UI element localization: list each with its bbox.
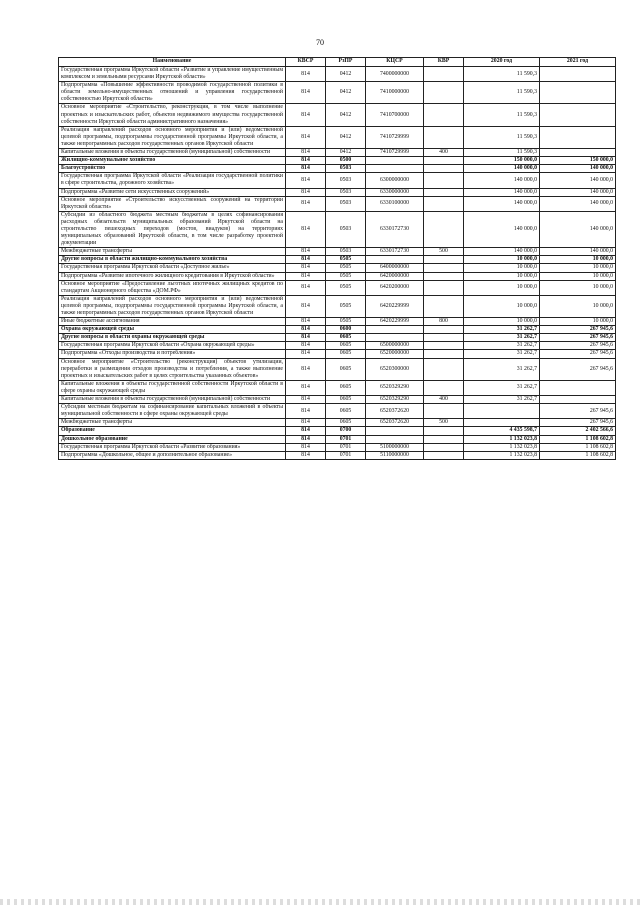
cell-name: Другие вопросы в области охраны окружающей среды (59, 334, 286, 342)
cell-kvsr: 814 (286, 451, 326, 459)
cell-rzpr: 0412 (326, 104, 366, 126)
cell-y2021: 1 108 602,8 (540, 443, 616, 451)
cell-kvr: 500 (424, 419, 464, 427)
cell-y2020: 10 000,0 (464, 256, 540, 264)
cell-kcsr: 5100000000 (366, 443, 424, 451)
cell-rzpr: 0701 (326, 451, 366, 459)
cell-rzpr: 0503 (326, 165, 366, 173)
cell-kvr (424, 451, 464, 459)
cell-name: Благоустройство (59, 165, 286, 173)
cell-rzpr: 0412 (326, 149, 366, 157)
cell-kcsr: 7410000000 (366, 82, 424, 104)
cell-y2021 (540, 149, 616, 157)
cell-y2021 (540, 126, 616, 148)
cell-y2020: 31 262,7 (464, 396, 540, 404)
header-kvsr: КВСР (286, 58, 326, 67)
cell-kvr (424, 67, 464, 82)
cell-kvsr: 814 (286, 358, 326, 380)
cell-kvr (424, 435, 464, 443)
cell-kcsr: 6520000000 (366, 350, 424, 358)
cell-kvsr: 814 (286, 443, 326, 451)
cell-kcsr: 6420229999 (366, 295, 424, 317)
cell-name: Подпрограмма «Развитие ипотечного жилищного кредитования в Иркутской области» (59, 272, 286, 280)
cell-y2021: 267 945,6 (540, 350, 616, 358)
header-rzpr: РзПР (326, 58, 366, 67)
cell-name: Капитальные вложения в объекты государственной собственности Иркутской области в сфере охраны окружающей среды (59, 380, 286, 395)
cell-name: Образование (59, 427, 286, 435)
table-row (59, 272, 616, 280)
cell-name: Межбюджетные трансферты (59, 419, 286, 427)
cell-kvr (424, 211, 464, 247)
cell-kvr (424, 82, 464, 104)
cell-y2021: 140 000,0 (540, 165, 616, 173)
cell-kvsr: 814 (286, 342, 326, 350)
cell-y2021: 267 945,6 (540, 404, 616, 419)
cell-name: Государственная программа Иркутской области «Реализация государственной политики в сфере строительства, дорожного хозяйства» (59, 173, 286, 188)
cell-rzpr: 0700 (326, 427, 366, 435)
table-row (59, 380, 616, 395)
cell-y2021: 10 000,0 (540, 256, 616, 264)
cell-kvsr: 814 (286, 380, 326, 395)
cell-y2020: 4 435 598,7 (464, 427, 540, 435)
cell-name: Подпрограмма «Развитие сети искусственных сооружений» (59, 188, 286, 196)
cell-kvsr: 814 (286, 67, 326, 82)
cell-y2020 (464, 404, 540, 419)
cell-name: Подпрограмма «Дошкольное, общее и дополнительное образование» (59, 451, 286, 459)
budget-table (58, 57, 616, 460)
header-kvr: КВР (424, 58, 464, 67)
cell-rzpr: 0505 (326, 318, 366, 326)
cell-rzpr: 0505 (326, 280, 366, 295)
header-2020: 2020 год (464, 58, 540, 67)
cell-kcsr (366, 427, 424, 435)
cell-kvr (424, 104, 464, 126)
cell-kvr (424, 173, 464, 188)
cell-y2020: 11 590,3 (464, 126, 540, 148)
cell-kvsr: 814 (286, 188, 326, 196)
cell-kvsr: 814 (286, 104, 326, 126)
cell-kvr (424, 126, 464, 148)
cell-y2021: 267 945,6 (540, 326, 616, 334)
table-row (59, 350, 616, 358)
table-row (59, 443, 616, 451)
table-row (59, 280, 616, 295)
cell-y2021: 267 945,6 (540, 342, 616, 350)
cell-kvsr: 814 (286, 396, 326, 404)
cell-y2020: 10 000,0 (464, 272, 540, 280)
cell-kvsr: 814 (286, 82, 326, 104)
cell-rzpr: 0412 (326, 82, 366, 104)
cell-kvr (424, 334, 464, 342)
cell-y2021: 267 945,6 (540, 334, 616, 342)
table-row (59, 82, 616, 104)
cell-rzpr: 0503 (326, 211, 366, 247)
cell-rzpr: 0503 (326, 196, 366, 211)
cell-rzpr: 0505 (326, 272, 366, 280)
cell-name: Межбюджетные трансферты (59, 248, 286, 256)
table-row (59, 419, 616, 427)
cell-rzpr: 0503 (326, 188, 366, 196)
cell-y2021: 10 000,0 (540, 264, 616, 272)
cell-kcsr: 6300000000 (366, 173, 424, 188)
cell-y2020: 11 590,3 (464, 104, 540, 126)
cell-rzpr: 0412 (326, 67, 366, 82)
cell-kvr (424, 380, 464, 395)
cell-kvr: 800 (424, 318, 464, 326)
table-row (59, 157, 616, 165)
cell-y2021 (540, 104, 616, 126)
table-row (59, 342, 616, 350)
cell-rzpr: 0701 (326, 443, 366, 451)
cell-kvsr: 814 (286, 211, 326, 247)
cell-name: Жилищно-коммунальное хозяйство (59, 157, 286, 165)
cell-name: Государственная программа Иркутской области «Доступное жилье» (59, 264, 286, 272)
table-row (59, 435, 616, 443)
cell-y2021: 140 000,0 (540, 173, 616, 188)
cell-kcsr (366, 435, 424, 443)
cell-kvsr: 814 (286, 264, 326, 272)
cell-rzpr: 0503 (326, 248, 366, 256)
cell-kcsr: 6420200000 (366, 280, 424, 295)
cell-name: Другие вопросы в области жилищно-коммунального хозяйства (59, 256, 286, 264)
cell-kvsr: 814 (286, 149, 326, 157)
cell-kcsr (366, 256, 424, 264)
cell-y2021 (540, 396, 616, 404)
cell-kcsr: 6330172730 (366, 248, 424, 256)
cell-name: Государственная программа Иркутской области «Охрана окружающей среды» (59, 342, 286, 350)
cell-kvr (424, 350, 464, 358)
cell-kvr (424, 427, 464, 435)
table-row (59, 188, 616, 196)
cell-kcsr: 6420000000 (366, 272, 424, 280)
cell-y2020: 31 262,7 (464, 342, 540, 350)
cell-y2020: 140 000,0 (464, 188, 540, 196)
cell-kcsr: 7410729999 (366, 149, 424, 157)
cell-kvsr: 814 (286, 318, 326, 326)
cell-name: Государственная программа Иркутской области «Развитие и управление имущественным комплексом и земельными ресурсами Иркутской области» (59, 67, 286, 82)
cell-kvr (424, 272, 464, 280)
cell-y2020: 140 000,0 (464, 196, 540, 211)
cell-rzpr: 0605 (326, 396, 366, 404)
cell-y2020: 31 262,7 (464, 334, 540, 342)
cell-y2021: 267 945,6 (540, 358, 616, 380)
cell-kvr (424, 326, 464, 334)
table-row (59, 67, 616, 82)
cell-name: Капитальные вложения в объекты государственной (муниципальной) собственности (59, 149, 286, 157)
cell-rzpr: 0701 (326, 435, 366, 443)
cell-kcsr: 7410729999 (366, 126, 424, 148)
cell-kvr (424, 280, 464, 295)
table-row (59, 334, 616, 342)
cell-y2021: 2 402 566,6 (540, 427, 616, 435)
cell-kcsr: 6500000000 (366, 342, 424, 350)
cell-kcsr: 6520372620 (366, 419, 424, 427)
cell-kvsr: 814 (286, 165, 326, 173)
cell-kvsr: 814 (286, 280, 326, 295)
cell-kcsr (366, 165, 424, 173)
cell-y2021: 140 000,0 (540, 196, 616, 211)
cell-rzpr: 0605 (326, 350, 366, 358)
cell-kcsr (366, 334, 424, 342)
cell-y2021: 140 000,0 (540, 188, 616, 196)
cell-y2020: 10 000,0 (464, 264, 540, 272)
cell-y2020: 31 262,7 (464, 358, 540, 380)
table-row (59, 196, 616, 211)
cell-kvr (424, 404, 464, 419)
cell-y2021 (540, 67, 616, 82)
cell-y2020: 10 000,0 (464, 295, 540, 317)
cell-kcsr: 7410700000 (366, 104, 424, 126)
cell-kvr (424, 358, 464, 380)
cell-y2020: 140 000,0 (464, 173, 540, 188)
cell-y2020: 10 000,0 (464, 318, 540, 326)
cell-y2020: 150 000,0 (464, 157, 540, 165)
cell-kvr: 500 (424, 248, 464, 256)
cell-kvr (424, 264, 464, 272)
cell-y2021: 10 000,0 (540, 272, 616, 280)
cell-kcsr: 5110000000 (366, 451, 424, 459)
cell-y2020 (464, 419, 540, 427)
cell-y2021: 140 000,0 (540, 248, 616, 256)
cell-name: Реализация направлений расходов основного мероприятия и (или) ведомственной целевой программы, подпрограммы государственной программы Иркутской области, а также непрограммных расходов государственных органов Иркутской области (59, 126, 286, 148)
table-row (59, 326, 616, 334)
cell-kvr: 400 (424, 149, 464, 157)
cell-kvsr: 814 (286, 419, 326, 427)
cell-name: Подпрограмма «Повышение эффективности проводимой государственной политики в области земельно-имущественных отношений и управления государственной собственностью Иркутской области» (59, 82, 286, 104)
cell-y2020: 1 132 023,8 (464, 451, 540, 459)
cell-y2021: 1 108 602,8 (540, 435, 616, 443)
table-row (59, 264, 616, 272)
cell-rzpr: 0605 (326, 342, 366, 350)
table-body (59, 67, 616, 460)
cell-kvr (424, 443, 464, 451)
table-row (59, 248, 616, 256)
table-row (59, 396, 616, 404)
cell-y2020: 10 000,0 (464, 280, 540, 295)
cell-y2021: 10 000,0 (540, 295, 616, 317)
cell-kvr (424, 295, 464, 317)
cell-kvsr: 814 (286, 248, 326, 256)
cell-y2020: 11 590,3 (464, 149, 540, 157)
scan-edge-strip (0, 899, 640, 905)
cell-rzpr: 0605 (326, 358, 366, 380)
cell-y2020: 1 132 023,8 (464, 435, 540, 443)
cell-y2021: 10 000,0 (540, 318, 616, 326)
cell-kvr (424, 342, 464, 350)
cell-y2020: 140 000,0 (464, 248, 540, 256)
cell-y2021: 140 000,0 (540, 211, 616, 247)
table-row (59, 149, 616, 157)
cell-kvsr: 814 (286, 173, 326, 188)
cell-name: Субсидии из областного бюджета местным бюджетам в целях софинансирования расходных обязательств муниципальных образований Иркутской области на строительство пешеходных переходов (мостов, виадуков) на территориях муниципальных образований Иркутской области, в том числе разработку проектной документации (59, 211, 286, 247)
header-2021: 2021 год (540, 58, 616, 67)
cell-name: Подпрограмма «Отходы производства и потребления» (59, 350, 286, 358)
cell-kvsr: 814 (286, 196, 326, 211)
header-kcsr: КЦСР (366, 58, 424, 67)
cell-kvsr: 814 (286, 157, 326, 165)
cell-kvr (424, 256, 464, 264)
cell-rzpr: 0605 (326, 419, 366, 427)
cell-kvr (424, 157, 464, 165)
cell-y2020: 140 000,0 (464, 165, 540, 173)
cell-kcsr: 6420229999 (366, 318, 424, 326)
cell-rzpr: 0600 (326, 326, 366, 334)
cell-kvsr: 814 (286, 256, 326, 264)
cell-rzpr: 0605 (326, 404, 366, 419)
cell-kcsr: 6330000000 (366, 188, 424, 196)
cell-name: Иные бюджетные ассигнования (59, 318, 286, 326)
cell-kvsr: 814 (286, 334, 326, 342)
cell-name: Основное мероприятие «Строительство (реконструкция) объектов утилизации, переработки и размещения отходов производства и потребления, а также выполнение проектных и изыскательских работ в целях строительства указанных объектов» (59, 358, 286, 380)
cell-name: Основное мероприятие «Строительство искусственных сооружений на территории Иркутской области» (59, 196, 286, 211)
cell-y2020: 31 262,7 (464, 380, 540, 395)
cell-name: Капитальные вложения в объекты государственной (муниципальной) собственности (59, 396, 286, 404)
cell-y2020: 31 262,7 (464, 326, 540, 334)
cell-kvr (424, 188, 464, 196)
cell-y2020: 11 590,3 (464, 82, 540, 104)
cell-y2021: 10 000,0 (540, 280, 616, 295)
cell-kvsr: 814 (286, 126, 326, 148)
cell-kvsr: 814 (286, 427, 326, 435)
table-row (59, 404, 616, 419)
table-row (59, 165, 616, 173)
table-row (59, 427, 616, 435)
cell-rzpr: 0505 (326, 295, 366, 317)
cell-rzpr: 0412 (326, 126, 366, 148)
cell-kcsr: 7400000000 (366, 67, 424, 82)
cell-y2021: 1 108 602,8 (540, 451, 616, 459)
table-row (59, 451, 616, 459)
cell-kvsr: 814 (286, 435, 326, 443)
cell-kcsr: 6330100000 (366, 196, 424, 211)
cell-kvr: 400 (424, 396, 464, 404)
cell-kcsr (366, 326, 424, 334)
table-header-row (59, 58, 616, 67)
cell-kcsr (366, 157, 424, 165)
cell-kvr (424, 196, 464, 211)
cell-rzpr: 0503 (326, 173, 366, 188)
cell-y2021: 150 000,0 (540, 157, 616, 165)
cell-kvsr: 814 (286, 404, 326, 419)
cell-kcsr: 6520372620 (366, 404, 424, 419)
cell-rzpr: 0605 (326, 334, 366, 342)
cell-kvr (424, 165, 464, 173)
cell-rzpr: 0505 (326, 264, 366, 272)
cell-kvsr: 814 (286, 326, 326, 334)
cell-kvsr: 814 (286, 295, 326, 317)
cell-name: Дошкольное образование (59, 435, 286, 443)
cell-name: Реализация направлений расходов основного мероприятия и (или) ведомственной целевой программы, подпрограммы государственной программы Иркутской области, а также непрограммных расходов государственных органов Иркутской области (59, 295, 286, 317)
table-row (59, 211, 616, 247)
table-row (59, 318, 616, 326)
page-number: 70 (316, 38, 324, 47)
cell-y2020: 140 000,0 (464, 211, 540, 247)
header-name: Наименование (59, 58, 286, 67)
cell-kcsr: 6330172730 (366, 211, 424, 247)
cell-name: Основное мероприятие «Строительство, реконструкция, в том числе выполнение проектных и изыскательских работ, объектов недвижимого имущества государственной собственности Иркутской области административного назначения» (59, 104, 286, 126)
cell-kcsr: 6520300000 (366, 358, 424, 380)
table-row (59, 358, 616, 380)
cell-y2020: 11 590,3 (464, 67, 540, 82)
table-row (59, 126, 616, 148)
cell-kvsr: 814 (286, 272, 326, 280)
cell-kcsr: 6400000000 (366, 264, 424, 272)
cell-y2020: 1 132 023,8 (464, 443, 540, 451)
cell-y2021 (540, 380, 616, 395)
cell-y2020: 31 262,7 (464, 350, 540, 358)
cell-rzpr: 0500 (326, 157, 366, 165)
table-row (59, 256, 616, 264)
cell-y2021 (540, 82, 616, 104)
cell-name: Государственная программа Иркутской области «Развитие образования» (59, 443, 286, 451)
cell-kcsr: 6520329290 (366, 380, 424, 395)
cell-name: Субсидии местным бюджетам на софинансирование капитальных вложений в объекты муниципальной собственности в сфере охраны окружающей среды (59, 404, 286, 419)
cell-y2021: 267 945,6 (540, 419, 616, 427)
cell-rzpr: 0505 (326, 256, 366, 264)
cell-kcsr: 6520329290 (366, 396, 424, 404)
cell-name: Охрана окружающей среды (59, 326, 286, 334)
cell-rzpr: 0605 (326, 380, 366, 395)
table-row (59, 104, 616, 126)
cell-kvsr: 814 (286, 350, 326, 358)
table-row (59, 173, 616, 188)
table-row (59, 295, 616, 317)
cell-name: Основное мероприятие «Предоставление льготных ипотечных жилищных кредитов по стандартам Акционерного общества «ДОМ.РФ» (59, 280, 286, 295)
